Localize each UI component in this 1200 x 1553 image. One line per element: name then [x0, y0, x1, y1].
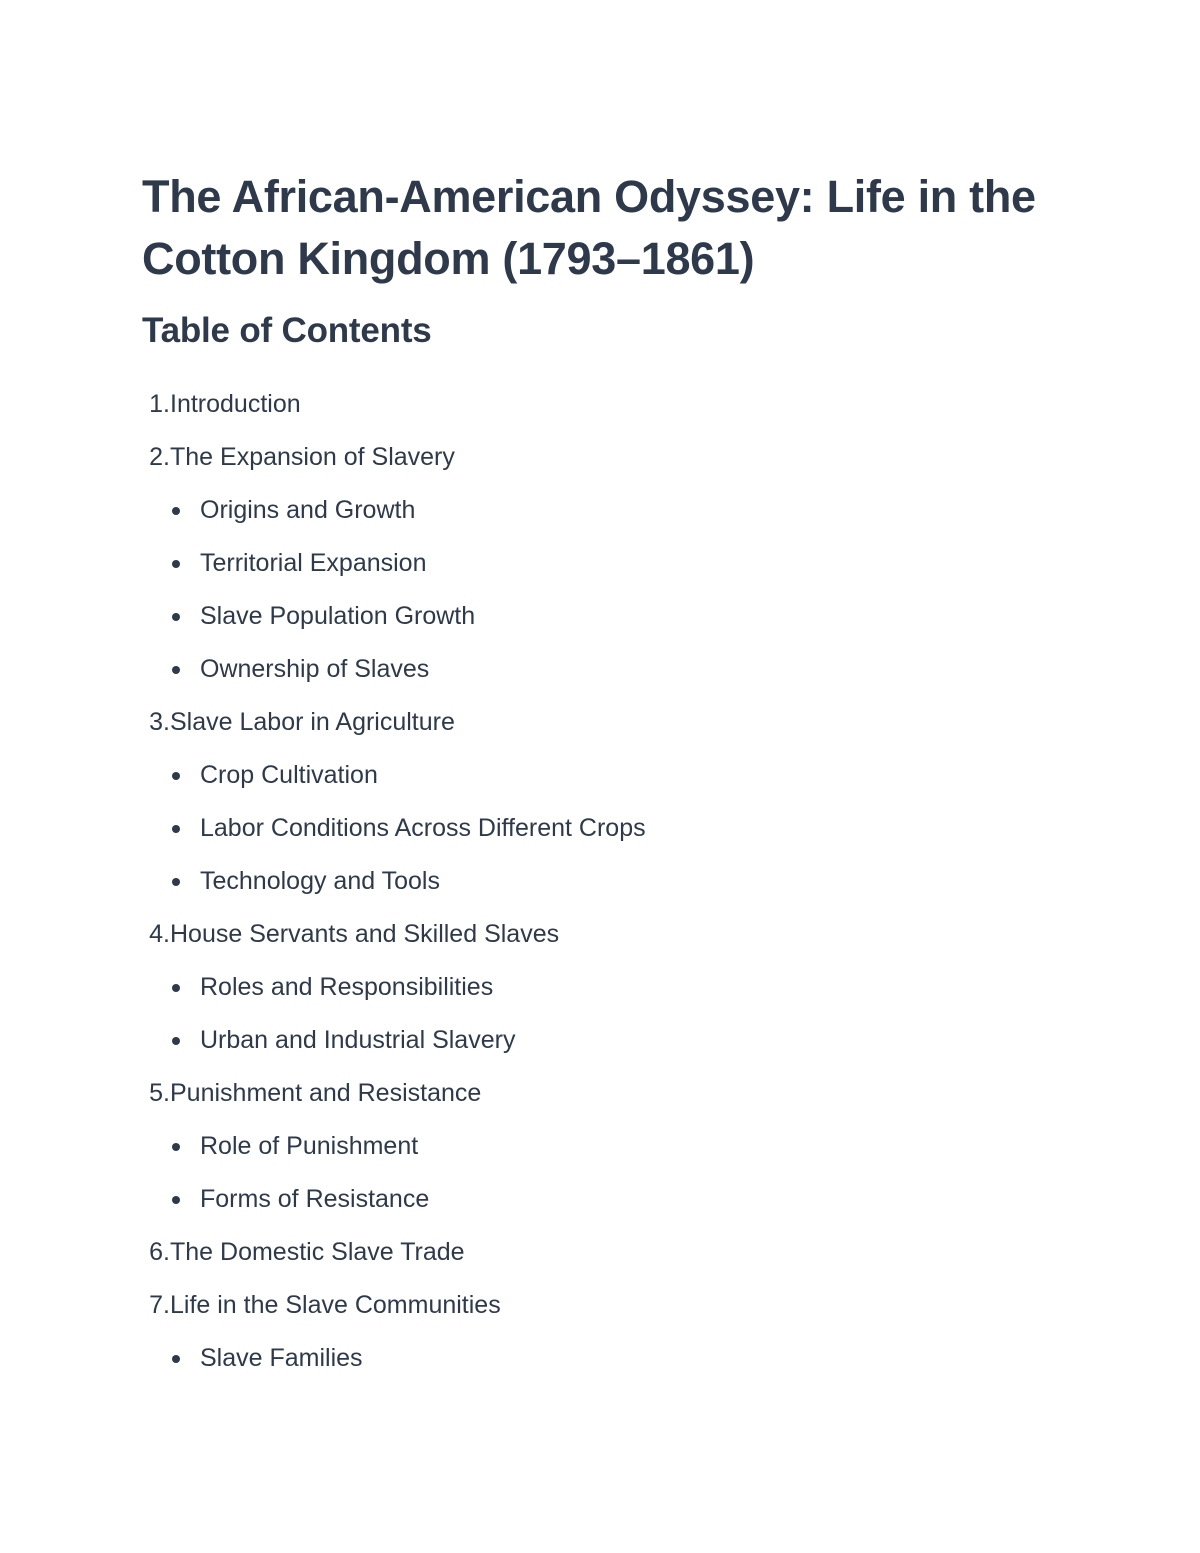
toc-item: [142, 696, 1072, 749]
toc-item-number: 6.: [149, 1238, 170, 1266]
toc-subitem: [142, 802, 1072, 855]
toc-subitem: [142, 590, 1072, 643]
bullet-icon: [172, 878, 180, 886]
bullet-icon: [172, 1037, 180, 1045]
toc-subitem: [142, 749, 1072, 802]
toc-item-label: Life in the Slave Communities: [170, 1291, 501, 1319]
toc-subitem-label: Labor Conditions Across Different Crops: [200, 814, 646, 842]
toc-item-number: 4.: [149, 920, 170, 948]
bullet-icon: [172, 772, 180, 780]
toc-item-number: 7.: [149, 1291, 170, 1319]
toc-subitem-label: Forms of Resistance: [200, 1185, 430, 1213]
bullet-icon: [172, 825, 180, 833]
toc-item-label: The Domestic Slave Trade: [170, 1238, 465, 1266]
toc-heading: Table of Contents: [142, 311, 432, 350]
toc-subitem: [142, 1120, 1072, 1173]
toc-item: [142, 431, 1072, 484]
toc-subitem-label: Role of Punishment: [200, 1132, 419, 1160]
toc-item: [142, 1226, 1072, 1279]
toc-subitem-label: Crop Cultivation: [200, 761, 378, 789]
toc-item-number: 5.: [149, 1079, 170, 1107]
toc-item-number: 1.: [149, 390, 170, 418]
toc-subitem-label: Slave Population Growth: [200, 602, 476, 630]
toc-item-label: Punishment and Resistance: [170, 1079, 482, 1107]
toc-item: [142, 1067, 1072, 1120]
toc-subitem: [142, 961, 1072, 1014]
toc-subitem: [142, 643, 1072, 696]
toc-subitem-label: Slave Families: [200, 1344, 363, 1372]
toc-subitem: [142, 1014, 1072, 1067]
bullet-icon: [172, 1143, 180, 1151]
bullet-icon: [172, 560, 180, 568]
toc-subitem-label: Roles and Responsibilities: [200, 973, 494, 1001]
toc-subitem: [142, 1332, 1072, 1385]
toc-subitem: [142, 1173, 1072, 1226]
bullet-icon: [172, 613, 180, 621]
toc-item-label: House Servants and Skilled Slaves: [170, 920, 560, 948]
document-title: The African-American Odyssey: Life in the Cotton Kingdom (1793–1861): [142, 171, 1036, 284]
bullet-icon: [172, 984, 180, 992]
toc-item-label: Slave Labor in Agriculture: [170, 708, 455, 736]
toc-subitem-label: Origins and Growth: [200, 496, 416, 524]
toc-item-number: 2.: [149, 443, 170, 471]
bullet-icon: [172, 1196, 180, 1204]
toc-item-label: Introduction: [170, 390, 301, 418]
toc-item-number: 3.: [149, 708, 170, 736]
toc-subitem-label: Territorial Expansion: [200, 549, 427, 577]
toc-item: [142, 378, 1072, 431]
toc-subitem-label: Urban and Industrial Slavery: [200, 1026, 516, 1054]
toc-subitem: [142, 855, 1072, 908]
document-page: [142, 166, 1072, 1385]
toc-item-label: The Expansion of Slavery: [170, 443, 455, 471]
table-of-contents: [142, 378, 1072, 1385]
bullet-icon: [172, 1355, 180, 1363]
toc-subitem-label: Technology and Tools: [200, 867, 440, 895]
toc-item: [142, 908, 1072, 961]
bullet-icon: [172, 507, 180, 515]
toc-subitem: [142, 537, 1072, 590]
toc-subitem-label: Ownership of Slaves: [200, 655, 430, 683]
toc-subitem: [142, 484, 1072, 537]
bullet-icon: [172, 666, 180, 674]
toc-item: [142, 1279, 1072, 1332]
